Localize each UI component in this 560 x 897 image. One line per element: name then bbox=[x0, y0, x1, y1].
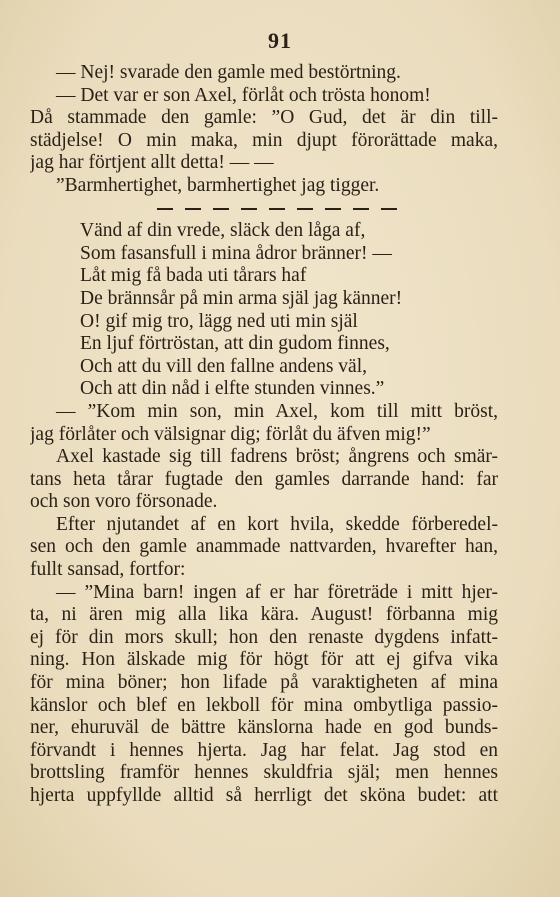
text-line: — ”Mina barn! ingen af er har företräde i mitt hjer- bbox=[56, 581, 498, 603]
divider-dash bbox=[297, 208, 313, 210]
verse-line: En ljuf förtröstan, att din gudom finnes, bbox=[80, 333, 390, 355]
verse-line: De brännsår på min arma själ jag känner! bbox=[80, 287, 403, 309]
divider-dash bbox=[185, 208, 201, 210]
text-line: hjerta uppfyllde alltid så herrligt det sköna budet: att bbox=[30, 785, 498, 806]
text-line: ner, ehuruväl de bättre känslorna hade en god bunds- bbox=[30, 717, 498, 739]
divider-dash bbox=[353, 208, 369, 210]
text-line: sen och den gamle anammade nattvarden, hvarefter han, bbox=[30, 536, 498, 558]
divider-dash bbox=[269, 208, 285, 210]
text-line: Efter njutandet af en kort hvila, skedde förberedel- bbox=[56, 513, 498, 535]
text-line: brottsling framför hennes skuldfria själ; men hennes bbox=[30, 762, 498, 784]
text-line: förvandt i hennes hjerta. Jag har felat. Jag stod en bbox=[30, 739, 498, 761]
text-line: jag har förtjent allt detta! — — bbox=[30, 152, 274, 174]
divider-dash bbox=[325, 208, 341, 210]
text-line: och son voro försonade. bbox=[30, 491, 218, 513]
text-line: tans heta tårar fugtade den gamles darrande hand: far bbox=[30, 468, 498, 490]
text-line: ta, ni ären mig alla lika kära. August! förbanna mig bbox=[30, 604, 498, 626]
text-line: — Nej! svarade den gamle med bestörtning. bbox=[56, 62, 401, 83]
text-line: jag förlåter och välsignar dig; förlåt du äfven mig!” bbox=[30, 423, 431, 445]
text-line: känslor och blef en lekboll för mina ombytliga passio- bbox=[30, 694, 498, 716]
verse-line: Som fasansfull i mina ådror bränner! — bbox=[80, 242, 392, 264]
verse-line: Vänd af din vrede, släck den låga af, bbox=[80, 220, 366, 242]
verse-line: O! gif mig tro, lägg ned uti min själ bbox=[80, 310, 358, 332]
section-divider bbox=[30, 198, 498, 221]
text-line: Då stammade den gamle: ”O Gud, det är din till- bbox=[30, 107, 498, 129]
text-line: ej för din mors skull; hon den renaste dygdens infatt- bbox=[30, 626, 498, 648]
verse-line: Och att du vill den fallne andens väl, bbox=[80, 355, 367, 377]
verse-line: Och att din nåd i elfte stunden vinnes.” bbox=[80, 378, 385, 400]
text-line: ”Barmhertighet, barmhertighet jag tigger. bbox=[56, 174, 380, 196]
text-line: fullt sansad, fortfor: bbox=[30, 559, 186, 581]
body-text bbox=[30, 62, 498, 808]
text-line: städjelse! O min maka, min djupt förorättade maka, bbox=[30, 129, 498, 151]
divider-dash bbox=[213, 208, 229, 210]
divider-dash bbox=[157, 208, 173, 210]
verse-line: Låt mig få bada uti tårars haf bbox=[80, 265, 307, 287]
text-line: ning. Hon älskade mig för högt för att ej gifva vika bbox=[30, 649, 498, 671]
page-number: 91 bbox=[268, 28, 292, 53]
text-line: — Det var er son Axel, förlåt och trösta honom! bbox=[56, 84, 431, 106]
divider-dash bbox=[241, 208, 257, 210]
text-line: för mina böner; hon lifade på varaktigheten af mina bbox=[30, 672, 498, 694]
text-line: Axel kastade sig till fadrens bröst; ångrens och smär- bbox=[56, 446, 498, 468]
text-line: — ”Kom min son, min Axel, kom till mitt bröst, bbox=[56, 400, 498, 422]
divider-dash bbox=[381, 208, 397, 210]
